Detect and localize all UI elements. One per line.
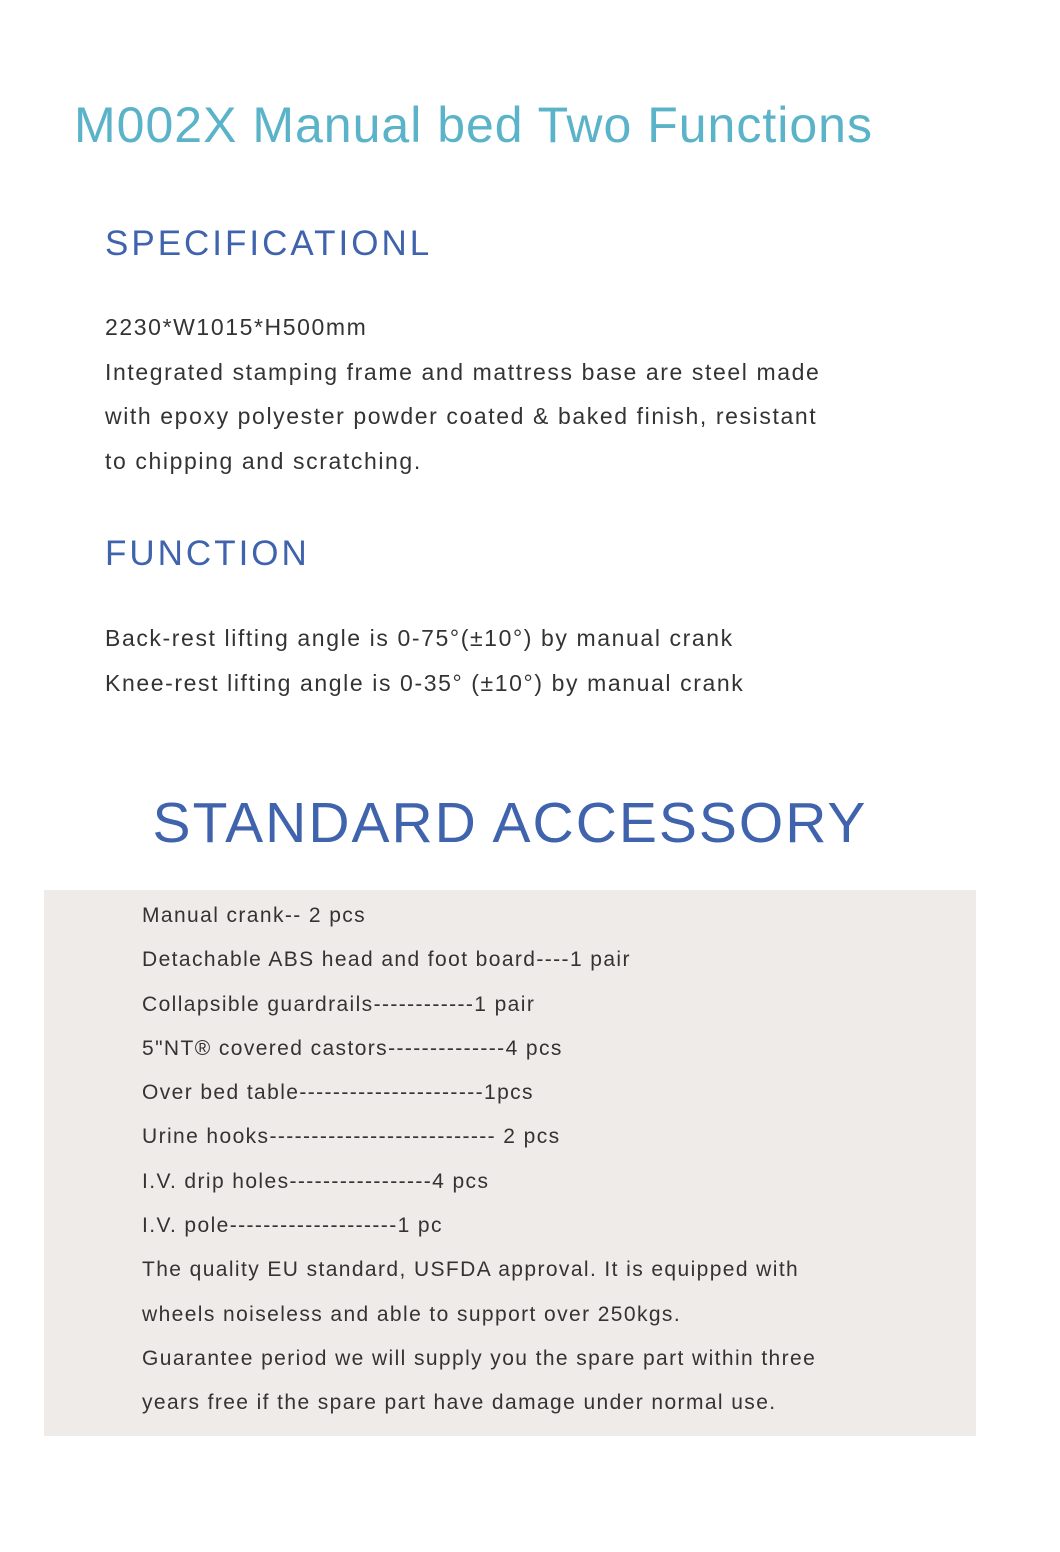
function-line: Back-rest lifting angle is 0-75°(±10°) by manual crank [105,625,734,651]
list-item: Detachable ABS head and foot board----1 pair [142,948,631,972]
list-item: wheels noiseless and able to support over 250kgs. [142,1302,682,1326]
specification-line: with epoxy polyester powder coated & baked finish, resistant [105,403,818,429]
specification-line: 2230*W1015*H500mm [105,314,368,340]
function-heading: FUNCTION [105,534,310,573]
list-item: 5"NT® covered castors--------------4 pcs [142,1036,563,1060]
page-title: M002X Manual bed Two Functions [74,97,873,153]
list-item: Over bed table----------------------1pcs [142,1081,534,1105]
standard-accessory-list [142,894,816,1426]
list-item: Urine hooks--------------------------- 2 pcs [142,1125,561,1149]
list-item: years free if the spare part have damage under normal use. [142,1391,777,1415]
list-item: The quality EU standard, USFDA approval. It is equipped with [142,1258,800,1282]
list-item: Collapsible guardrails------------1 pair [142,992,536,1016]
specification-line: to chipping and scratching. [105,447,422,474]
standard-accessory-heading: STANDARD ACCESSORY [152,791,868,855]
list-item: Manual crank-- 2 pcs [142,904,367,927]
standard-accessory-panel [44,890,976,1436]
function-text [105,616,744,705]
list-item: I.V. drip holes-----------------4 pcs [142,1169,490,1193]
list-item: Guarantee period we will supply you the spare part within three [142,1346,817,1370]
specification-text [105,305,820,483]
specification-line: Integrated stamping frame and mattress base are steel made [105,358,821,385]
specification-heading: SPECIFICATIONL [105,224,433,263]
list-item: I.V. pole--------------------1 pc [142,1214,443,1238]
function-line: Knee-rest lifting angle is 0-35° (±10°) by manual crank [105,669,745,696]
